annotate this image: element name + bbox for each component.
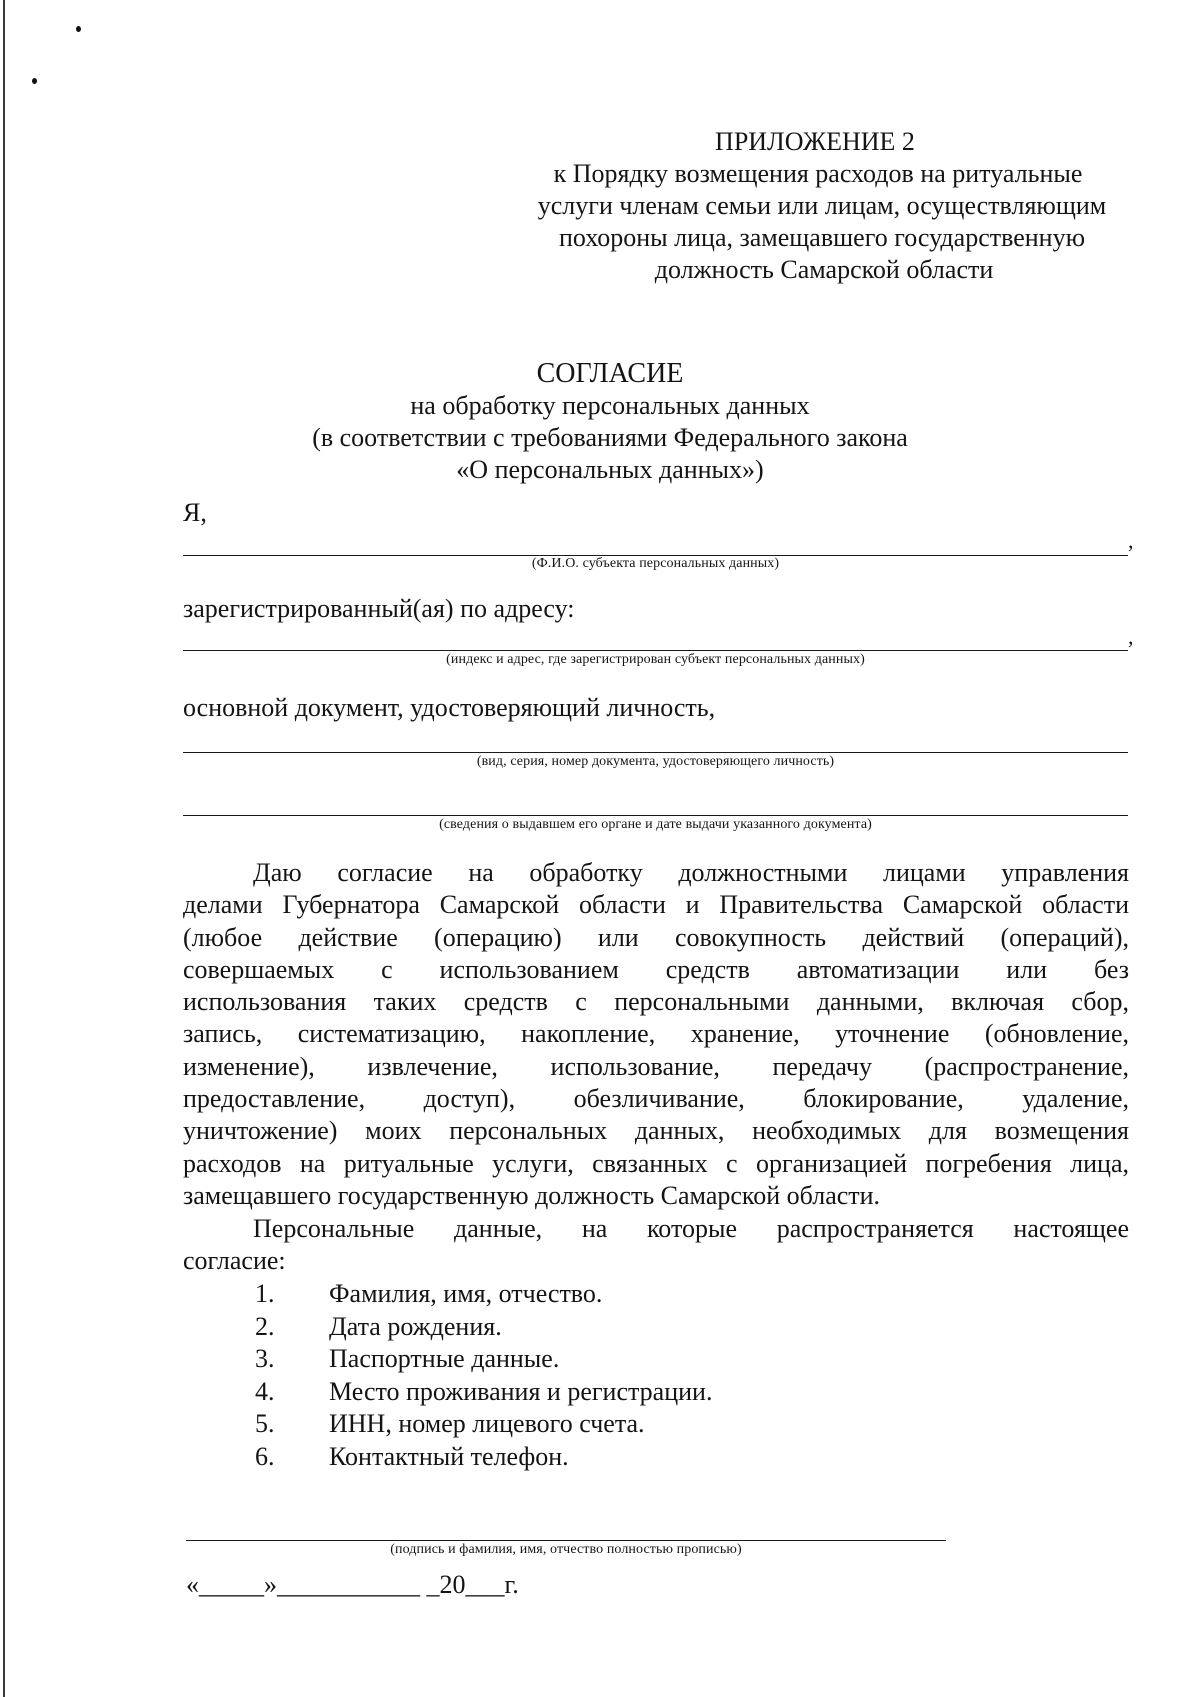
appendix-line: услуги членам семьи или лицам, осуществляющим	[537, 191, 1107, 220]
issuer-underline	[183, 815, 1128, 816]
paragraph-line: запись, систематизацию, накопление, хранение, уточнение (обновление,	[183, 1019, 1129, 1049]
list-item	[255, 1441, 712, 1474]
scan-speck	[32, 78, 37, 84]
consent-title: СОГЛАСИЕ	[536, 358, 684, 389]
comma: ,	[1128, 528, 1134, 553]
consent-paragraph	[183, 857, 1129, 1212]
address-label: зарегистрированный(ая) по адресу:	[183, 594, 575, 623]
list-item-text: Паспортные данные.	[329, 1344, 560, 1373]
date-line: «_____»___________ _20___г.	[186, 1570, 519, 1599]
list-item-text: Контактный телефон.	[329, 1441, 569, 1471]
address-underline	[183, 650, 1128, 651]
appendix-title: ПРИЛОЖЕНИЕ 2	[715, 127, 915, 156]
list-item-number: 5.	[255, 1409, 275, 1438]
name-caption: (Ф.И.О. субъекта персональных данных)	[531, 556, 780, 571]
data-scope-paragraph	[183, 1213, 1129, 1278]
consent-heading	[180, 358, 1040, 486]
list-item	[255, 1408, 712, 1441]
list-item	[255, 1311, 712, 1344]
paragraph-line: делами Губернатора Самарской области и Правительства Самарской области	[183, 890, 1129, 920]
list-item-text: Дата рождения.	[329, 1311, 502, 1341]
list-item-number: 6.	[255, 1441, 275, 1471]
consent-subtitle-line: (в соответствии с требованиями Федерального закона	[312, 423, 908, 452]
appendix-line: к Порядку возмещения расходов на ритуальные	[553, 159, 1083, 188]
signature-underline	[186, 1540, 946, 1541]
list-item-number: 4.	[255, 1376, 275, 1406]
i-label: Я,	[183, 498, 207, 527]
paragraph-line: совершаемых с использованием средств автоматизации или без	[183, 954, 1129, 984]
paragraph-line: расходов на ритуальные услуги, связанных с организацией погребения лица,	[183, 1148, 1129, 1178]
list-item-number: 3.	[255, 1344, 275, 1373]
paragraph-line: замещавшего государственную должность Самарской области.	[183, 1180, 881, 1210]
document-caption: (вид, серия, номер документа, удостоверяющего личность)	[476, 754, 835, 769]
scan-edge	[3, 0, 5, 1697]
list-item-text: Фамилия, имя, отчество.	[329, 1279, 603, 1308]
issuer-caption: (сведения о выдавшем его органе и дате выдачи указанного документа)	[439, 817, 872, 832]
paragraph-line: уничтожение) моих персональных данных, необходимых для возмещения	[183, 1116, 1129, 1146]
paragraph-line: изменение), извлечение, использование, передачу (распространение,	[183, 1051, 1129, 1081]
consent-subtitle-line: «О персональных данных»)	[456, 455, 764, 484]
list-item-number: 2.	[255, 1311, 275, 1341]
scan-speck	[76, 26, 81, 32]
list-item-text: Место проживания и регистрации.	[329, 1376, 713, 1406]
paragraph-line: Персональные данные, на которые распространяется настоящее	[253, 1214, 1129, 1243]
address-caption: (индекс и адрес, где зарегистрирован субъект персональных данных)	[446, 652, 865, 667]
document-label: основной документ, удостоверяющий личность,	[183, 693, 716, 722]
list-item-text: ИНН, номер лицевого счета.	[329, 1409, 645, 1438]
consent-subtitle-line: на обработку персональных данных	[410, 391, 810, 420]
paragraph-line: использования таких средств с персональными данными, включая сбор,	[183, 987, 1129, 1017]
comma: ,	[1128, 624, 1134, 649]
list-item-number: 1.	[255, 1279, 275, 1308]
list-item	[255, 1376, 712, 1409]
list-item	[255, 1343, 712, 1376]
appendix-header	[460, 126, 1140, 286]
paragraph-line: Даю согласие на обработку должностными лицами управления	[253, 858, 1129, 887]
paragraph-line: согласие:	[183, 1246, 286, 1276]
paragraph-line: (любое действие (операцию) или совокупность действий (операций),	[183, 922, 1129, 952]
appendix-line: должность Самарской области	[654, 255, 994, 284]
personal-data-list	[255, 1278, 712, 1473]
list-item	[255, 1278, 712, 1311]
paragraph-line: предоставление, доступ), обезличивание, блокирование, удаление,	[183, 1084, 1129, 1114]
signature-caption: (подпись и фамилия, имя, отчество полностью прописью)	[390, 1542, 742, 1557]
appendix-line: похороны лица, замещавшего государственную	[558, 223, 1086, 252]
document-underline	[183, 752, 1128, 753]
